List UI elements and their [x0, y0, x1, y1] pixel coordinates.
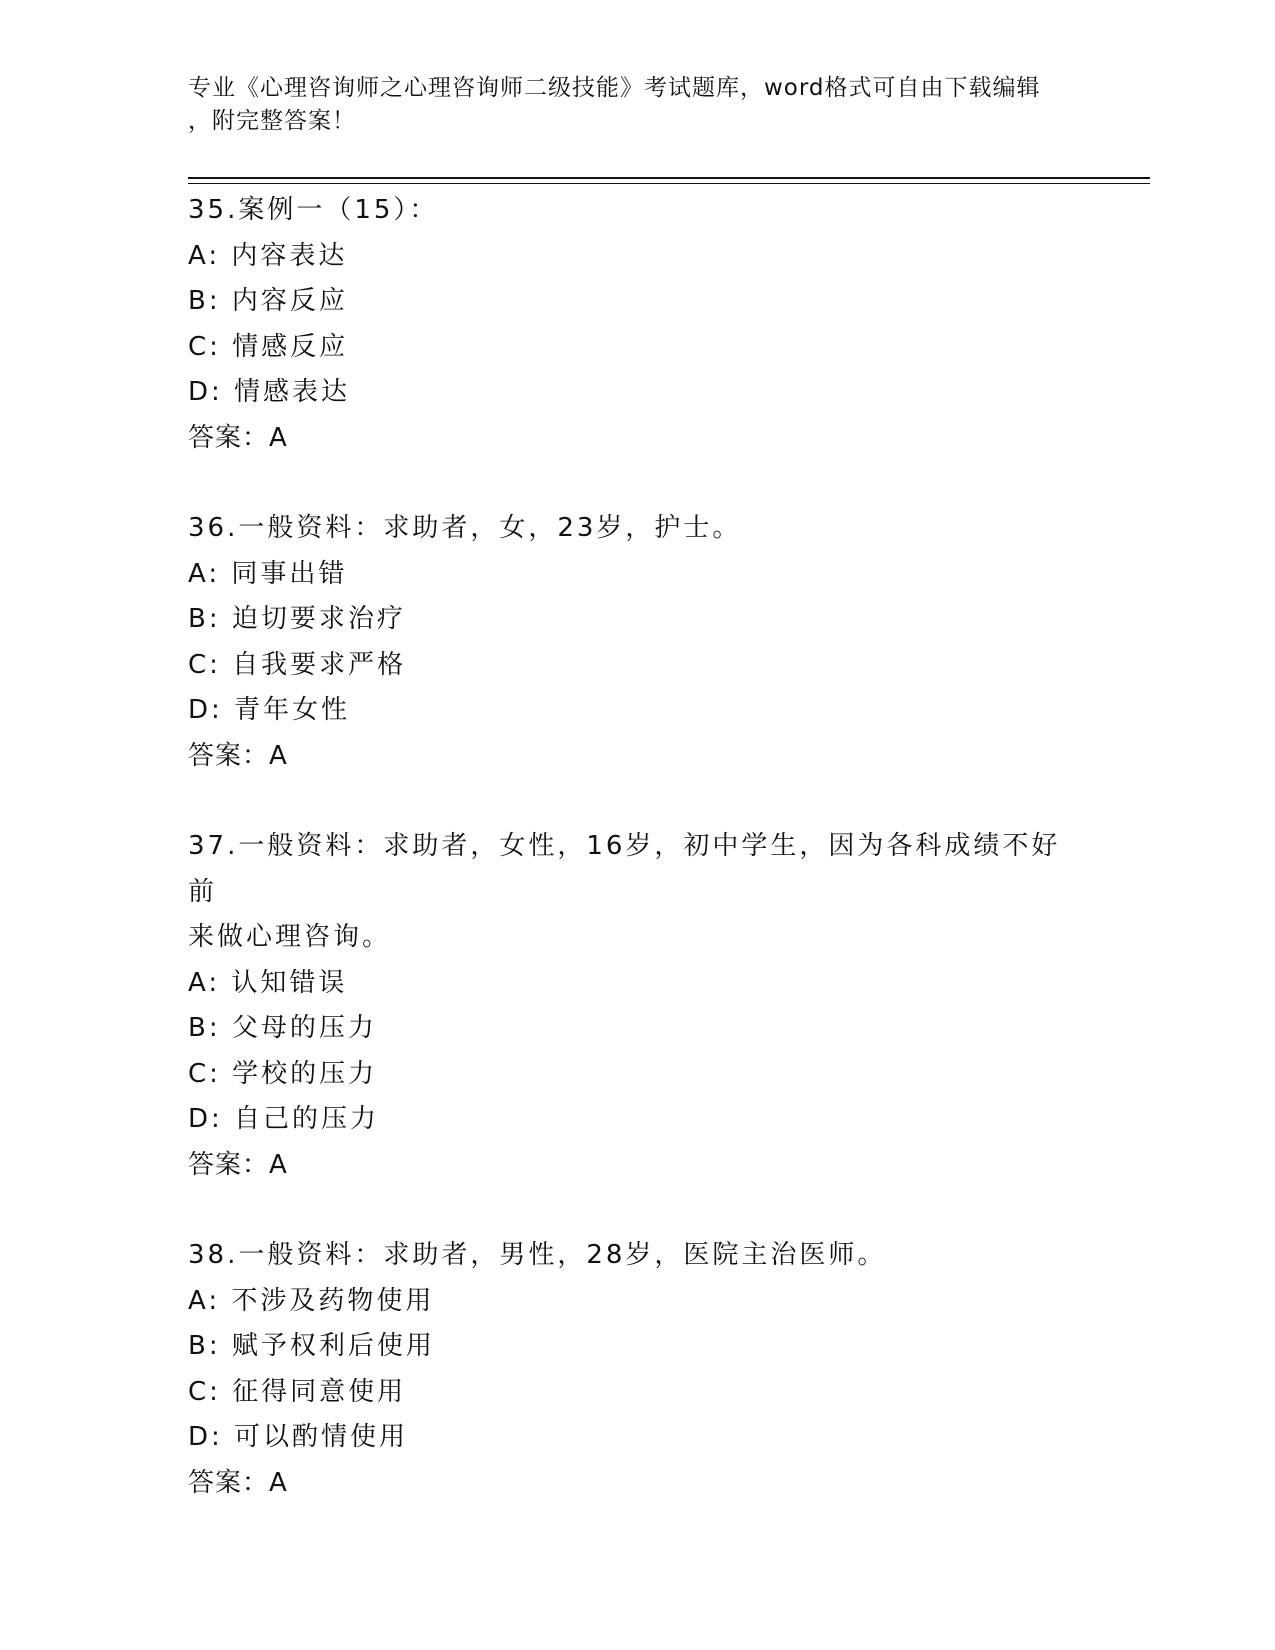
question-38: [188, 1233, 1088, 1506]
option-a: A: 不涉及药物使用: [188, 1285, 435, 1316]
option-b: B: 赋予权利后使用: [188, 1331, 435, 1361]
option-b: B: 父母的压力: [188, 1013, 377, 1043]
answer-line: 答案：A: [188, 1467, 288, 1498]
question-stem-line-2: 来做心理咨询。: [188, 922, 392, 952]
option-d: D: 情感表达: [188, 377, 351, 407]
header-line-1: 专业《心理咨询师之心理咨询师二级技能》考试题库，word格式可自由下载编辑: [188, 75, 1041, 101]
question-list: [188, 188, 1088, 1551]
question-stem: 36.一般资料：求助者，女，23岁，护士。: [188, 513, 742, 543]
question-35: [188, 188, 1088, 461]
document-header: [188, 72, 1068, 138]
question-36: [188, 506, 1088, 779]
question-37: [188, 824, 1088, 1188]
option-b: B: 迫切要求治疗: [188, 604, 406, 634]
option-d: D: 可以酌情使用: [188, 1422, 409, 1452]
option-d: D: 自己的压力: [188, 1104, 380, 1134]
option-c: C: 征得同意使用: [188, 1376, 407, 1407]
question-stem: 35.案例一（15）：: [188, 195, 439, 225]
option-c: C: 学校的压力: [188, 1058, 378, 1089]
option-c: C: 情感反应: [188, 331, 349, 362]
option-c: C: 自我要求严格: [188, 649, 407, 680]
header-divider-thick: [188, 177, 1150, 179]
answer-line: 答案：A: [188, 422, 288, 453]
header-divider-thin: [188, 183, 1150, 184]
option-d: D: 青年女性: [188, 695, 351, 725]
option-a: A: 同事出错: [188, 558, 348, 589]
question-stem: 38.一般资料：求助者，男性，28岁，医院主治医师。: [188, 1240, 887, 1270]
option-a: A: 认知错误: [188, 967, 348, 998]
answer-line: 答案：A: [188, 1149, 288, 1180]
option-a: A: 内容表达: [188, 240, 348, 271]
option-b: B: 内容反应: [188, 286, 348, 316]
header-line-2: ，附完整答案！: [188, 108, 356, 134]
answer-line: 答案：A: [188, 740, 288, 771]
question-stem-line-1: 37.一般资料：求助者，女性，16岁，初中学生，因为各科成绩不好前: [188, 831, 1061, 907]
